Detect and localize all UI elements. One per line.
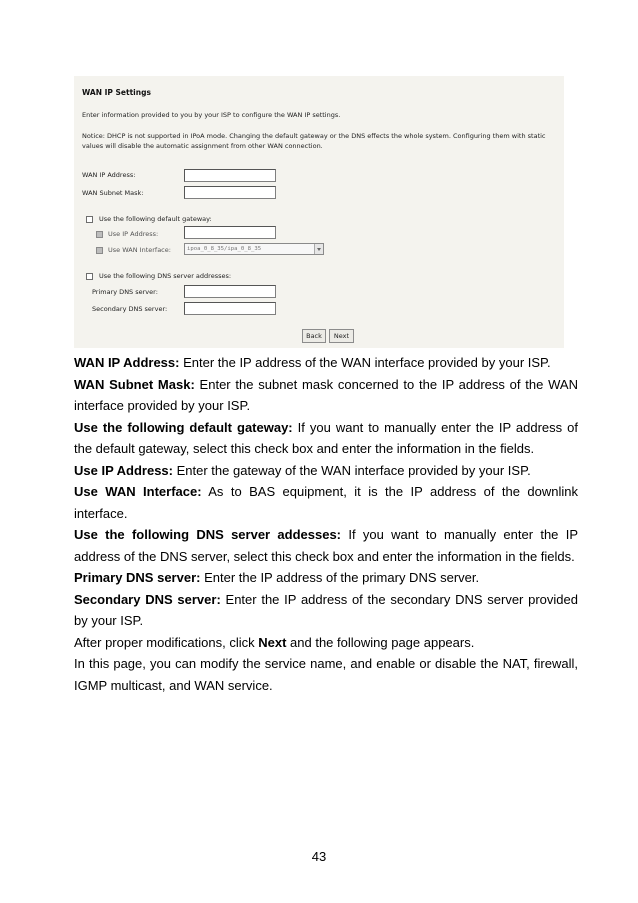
primary-dns-input[interactable] [184, 285, 276, 298]
use-wan-interface-label: Use WAN Interface: [108, 246, 171, 254]
body-text [74, 352, 578, 696]
use-dns-servers-label: Use the following DNS server addresses: [99, 272, 232, 280]
wan-ip-address-label: WAN IP Address: [82, 171, 136, 179]
wan-subnet-mask-input[interactable] [184, 186, 276, 199]
description: As to BAS equipment, it is the IP address of the downlink interface. [74, 484, 578, 521]
back-button[interactable]: Back [302, 329, 326, 343]
description: Enter the IP address of the secondary DNS server provided by your ISP. [74, 591, 578, 628]
after-post: and the following page appears. [286, 634, 475, 650]
description: If you want to manually enter the IP address of the default gateway, select this check box and enter the information in the fields. [74, 419, 578, 456]
paragraph-wan-subnet-mask [74, 374, 578, 417]
paragraph-use-wan-interface [74, 481, 578, 524]
after-bold: Next [258, 634, 287, 650]
next-button[interactable]: Next [329, 329, 354, 343]
secondary-dns-label: Secondary DNS server: [92, 305, 168, 313]
panel-title: WAN IP Settings [82, 88, 151, 97]
wan-ip-settings-screenshot [74, 76, 564, 348]
panel-intro: Enter information provided to you by your ISP to configure the WAN IP settings. [82, 111, 341, 119]
term: Use the following default gateway: [74, 419, 293, 435]
use-ip-address-radio[interactable] [96, 231, 103, 238]
use-default-gateway-checkbox[interactable] [86, 216, 93, 223]
primary-dns-label: Primary DNS server: [92, 288, 158, 296]
panel-notice: Notice: DHCP is not supported in IPoA mode. Changing the default gateway or the DNS effects the whole system. Configuring them with static values will disable the automatic assignment from other WAN connection. [82, 132, 546, 150]
term: Secondary DNS server: [74, 591, 221, 607]
paragraph-dns-servers [74, 524, 578, 567]
use-ip-address-label: Use IP Address: [108, 230, 159, 238]
chevron-down-icon [314, 244, 323, 254]
wan-interface-select[interactable] [184, 243, 324, 255]
paragraph-wan-ip-address [74, 352, 578, 374]
use-dns-servers-checkbox[interactable] [86, 273, 93, 280]
gateway-ip-input[interactable] [184, 226, 276, 239]
term: Primary DNS server: [74, 570, 201, 585]
use-default-gateway-label: Use the following default gateway: [99, 215, 212, 223]
term: Use IP Address: [74, 462, 173, 478]
page-number: 43 [311, 849, 327, 864]
wan-interface-selected-value: ipoa_0_8_35/ipa_0_8_35 [187, 246, 262, 252]
term: WAN IP Address: [74, 355, 180, 370]
paragraph-primary-dns [74, 567, 578, 589]
description: Enter the IP address of the WAN interface provided by your ISP. [179, 355, 551, 370]
description: Enter the IP address of the primary DNS server. [200, 570, 480, 585]
term: Use the following DNS server addesses: [74, 527, 342, 542]
secondary-dns-input[interactable] [184, 302, 276, 315]
paragraph-use-ip-address [74, 460, 578, 482]
wan-subnet-mask-label: WAN Subnet Mask: [82, 189, 144, 197]
paragraph-secondary-dns [74, 589, 578, 632]
wan-ip-address-input[interactable] [184, 169, 276, 182]
after-pre: After proper modifications, click [74, 634, 259, 650]
use-wan-interface-radio[interactable] [96, 247, 103, 254]
term: Use WAN Interface: [74, 484, 202, 499]
paragraph-default-gateway [74, 417, 578, 460]
paragraph-closing: In this page, you can modify the service name, and enable or disable the NAT, firewall, IGMP multicast, and WAN service. [74, 656, 578, 693]
paragraph-after-modifications [74, 632, 578, 654]
term: WAN Subnet Mask: [74, 376, 195, 392]
description: Enter the subnet mask concerned to the IP address of the WAN interface provided by your ISP. [74, 376, 578, 413]
description: If you want to manually enter the IP address of the DNS server, select this check box and enter the information in the fields. [74, 527, 578, 564]
description: Enter the gateway of the WAN interface provided by your ISP. [173, 462, 531, 478]
